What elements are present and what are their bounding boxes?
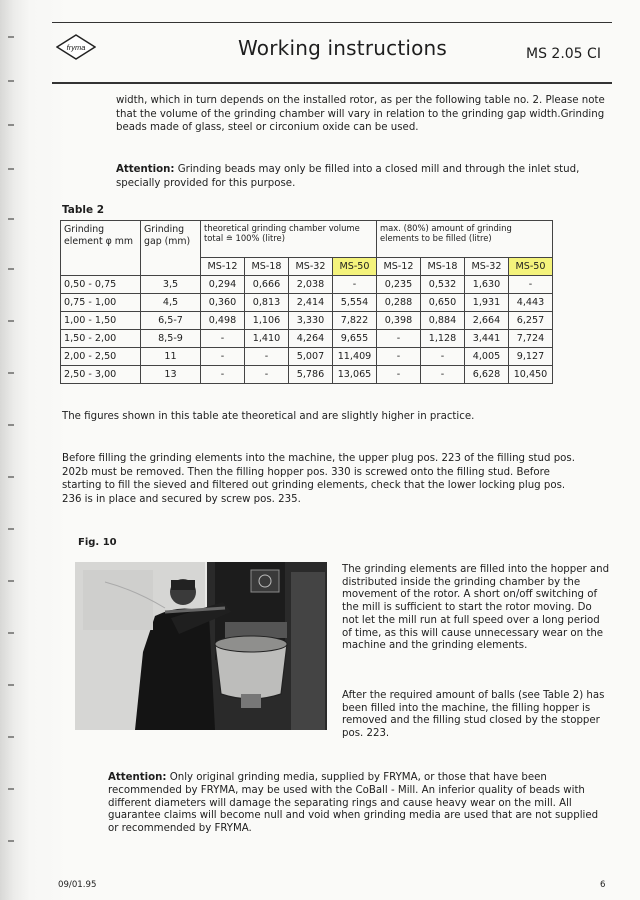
table-title: Table 2 bbox=[62, 204, 105, 216]
table-cell: 1,106 bbox=[245, 312, 289, 330]
table-cell: - bbox=[377, 348, 421, 366]
table-cell: 0,288 bbox=[377, 294, 421, 312]
table-cell: 4,5 bbox=[141, 294, 201, 312]
figure-text-1: The grinding elements are filled into the hopper and distributed inside the grinding chamber by the movement of the rotor. A short on/off switching of the mill is sufficient to start the rotor moving. Do not let the mill run at full speed over a long period of time, as this will cause unnecessary wear on the machine and the grinding elements. bbox=[342, 564, 610, 652]
table-cell: 4,005 bbox=[465, 348, 509, 366]
model-header: MS-12 bbox=[377, 258, 421, 276]
table-cell: 5,007 bbox=[289, 348, 333, 366]
table-cell: 8,5-9 bbox=[141, 330, 201, 348]
attention-note-2 bbox=[108, 772, 608, 836]
header-grinding-element: Grinding element φ mm bbox=[61, 221, 141, 276]
table-cell: - bbox=[333, 276, 377, 294]
table-cell: 0,884 bbox=[421, 312, 465, 330]
header-rule-bottom bbox=[52, 82, 612, 84]
table-cell: 9,127 bbox=[509, 348, 553, 366]
table-row bbox=[61, 366, 553, 384]
table-cell: 2,414 bbox=[289, 294, 333, 312]
table-cell: 0,360 bbox=[201, 294, 245, 312]
footer-date: 09/01.95 bbox=[58, 880, 97, 890]
table-cell: 13 bbox=[141, 366, 201, 384]
table-cell: 0,75 - 1,00 bbox=[61, 294, 141, 312]
page-title: Working instructions bbox=[238, 36, 448, 60]
table-row bbox=[61, 294, 553, 312]
table-cell: - bbox=[377, 366, 421, 384]
model-header-highlighted: MS-50 bbox=[509, 258, 553, 276]
table-cell: 5,554 bbox=[333, 294, 377, 312]
table-cell: - bbox=[201, 366, 245, 384]
table-cell: 3,5 bbox=[141, 276, 201, 294]
table-cell: 1,410 bbox=[245, 330, 289, 348]
figure-label: Fig. 10 bbox=[78, 537, 117, 548]
table-cell: 0,666 bbox=[245, 276, 289, 294]
model-header: MS-12 bbox=[201, 258, 245, 276]
model-header-highlighted: MS-50 bbox=[333, 258, 377, 276]
table-cell: - bbox=[245, 348, 289, 366]
attention-label: Attention: bbox=[108, 772, 167, 783]
table-cell: 11,409 bbox=[333, 348, 377, 366]
table-cell: - bbox=[509, 276, 553, 294]
table-cell: - bbox=[377, 330, 421, 348]
attention-label: Attention: bbox=[116, 164, 175, 175]
table-cell: 0,650 bbox=[421, 294, 465, 312]
header-theoretical-volume: theoretical grinding chamber volume total ≘ 100% (litre) bbox=[201, 221, 377, 258]
table-cell: 2,038 bbox=[289, 276, 333, 294]
table-cell: 10,450 bbox=[509, 366, 553, 384]
attention-text: Grinding beads may only be filled into a closed mill and through the inlet stud, specially provided for this purpose. bbox=[116, 164, 580, 189]
table-cell: 3,330 bbox=[289, 312, 333, 330]
table-cell: 0,294 bbox=[201, 276, 245, 294]
table-cell: 0,532 bbox=[421, 276, 465, 294]
table-cell: 9,655 bbox=[333, 330, 377, 348]
model-header: MS-18 bbox=[421, 258, 465, 276]
filling-paragraph: Before filling the grinding elements into the machine, the upper plug pos. 223 of the filling stud pos. 202b must be removed. Then the filling hopper pos. 330 is screwed onto the filling stud. Before starting to fill the sieved and filtered out grinding elements, check that the lower locking plug pos. 236 is in place and secured by screw pos. 235. bbox=[62, 453, 575, 505]
table-cell: 4,443 bbox=[509, 294, 553, 312]
binder-edge bbox=[8, 20, 18, 880]
attention-note-1 bbox=[116, 163, 608, 190]
table-cell: 6,628 bbox=[465, 366, 509, 384]
table-cell: - bbox=[201, 348, 245, 366]
table-cell: 0,498 bbox=[201, 312, 245, 330]
table-cell: 5,786 bbox=[289, 366, 333, 384]
header-max-fill: max. (80%) amount of grinding elements to be filled (litre) bbox=[377, 221, 553, 258]
table-cell: 1,50 - 2,00 bbox=[61, 330, 141, 348]
table-cell: 6,5-7 bbox=[141, 312, 201, 330]
table-cell: 4,264 bbox=[289, 330, 333, 348]
table-cell: 2,664 bbox=[465, 312, 509, 330]
table-cell: 6,257 bbox=[509, 312, 553, 330]
table-cell: 0,813 bbox=[245, 294, 289, 312]
table-cell: 0,235 bbox=[377, 276, 421, 294]
table-cell: - bbox=[201, 330, 245, 348]
table-cell: - bbox=[421, 366, 465, 384]
table-cell: 11 bbox=[141, 348, 201, 366]
table-cell: 1,630 bbox=[465, 276, 509, 294]
fryma-logo bbox=[56, 34, 96, 60]
page-number: 6 bbox=[600, 880, 606, 890]
model-header: MS-18 bbox=[245, 258, 289, 276]
table-row bbox=[61, 330, 553, 348]
table-cell: - bbox=[421, 348, 465, 366]
figure-photo bbox=[75, 562, 327, 730]
table-cell: 3,441 bbox=[465, 330, 509, 348]
model-header: MS-32 bbox=[465, 258, 509, 276]
table-note: The figures shown in this table ate theoretical and are slightly higher in practice. bbox=[62, 411, 475, 422]
table-cell: 7,724 bbox=[509, 330, 553, 348]
table-cell: 2,00 - 2,50 bbox=[61, 348, 141, 366]
model-header: MS-32 bbox=[289, 258, 333, 276]
table-cell: 0,398 bbox=[377, 312, 421, 330]
figure-text-2: After the required amount of balls (see Table 2) has been filled into the machine, the filling hopper is removed and the filling stud closed by the stopper pos. 223. bbox=[342, 690, 605, 740]
table-cell: - bbox=[245, 366, 289, 384]
table-cell: 2,50 - 3,00 bbox=[61, 366, 141, 384]
table-row bbox=[61, 276, 553, 294]
intro-paragraph: width, which in turn depends on the installed rotor, as per the following table no. 2. Please note that the volume of the grinding chamber will vary in relation to the grinding gap width.Grinding beads made of glass, steel or circonium oxide can be used. bbox=[116, 95, 605, 133]
table-cell: 1,00 - 1,50 bbox=[61, 312, 141, 330]
document-number: MS 2.05 CI bbox=[526, 46, 601, 62]
svg-text:fryma: fryma bbox=[66, 43, 86, 52]
header-rule-top bbox=[52, 22, 612, 23]
table-cell: 7,822 bbox=[333, 312, 377, 330]
table-cell: 0,50 - 0,75 bbox=[61, 276, 141, 294]
table-cell: 1,128 bbox=[421, 330, 465, 348]
table-row bbox=[61, 348, 553, 366]
attention-text: Only original grinding media, supplied by FRYMA, or those that have been recommended by FRYMA, may be used with the CoBall - Mill. An inferior quality of beads with different diameters will damage the separating rings and cause heavy wear on the mill. All guarantee claims will become null and void when grinding media are used that are not supplied or recommended by FRYMA. bbox=[108, 772, 599, 835]
header-grinding-gap: Grinding gap (mm) bbox=[141, 221, 201, 276]
grinding-table bbox=[60, 220, 553, 384]
table-cell: 1,931 bbox=[465, 294, 509, 312]
table-cell: 13,065 bbox=[333, 366, 377, 384]
table-row bbox=[61, 312, 553, 330]
